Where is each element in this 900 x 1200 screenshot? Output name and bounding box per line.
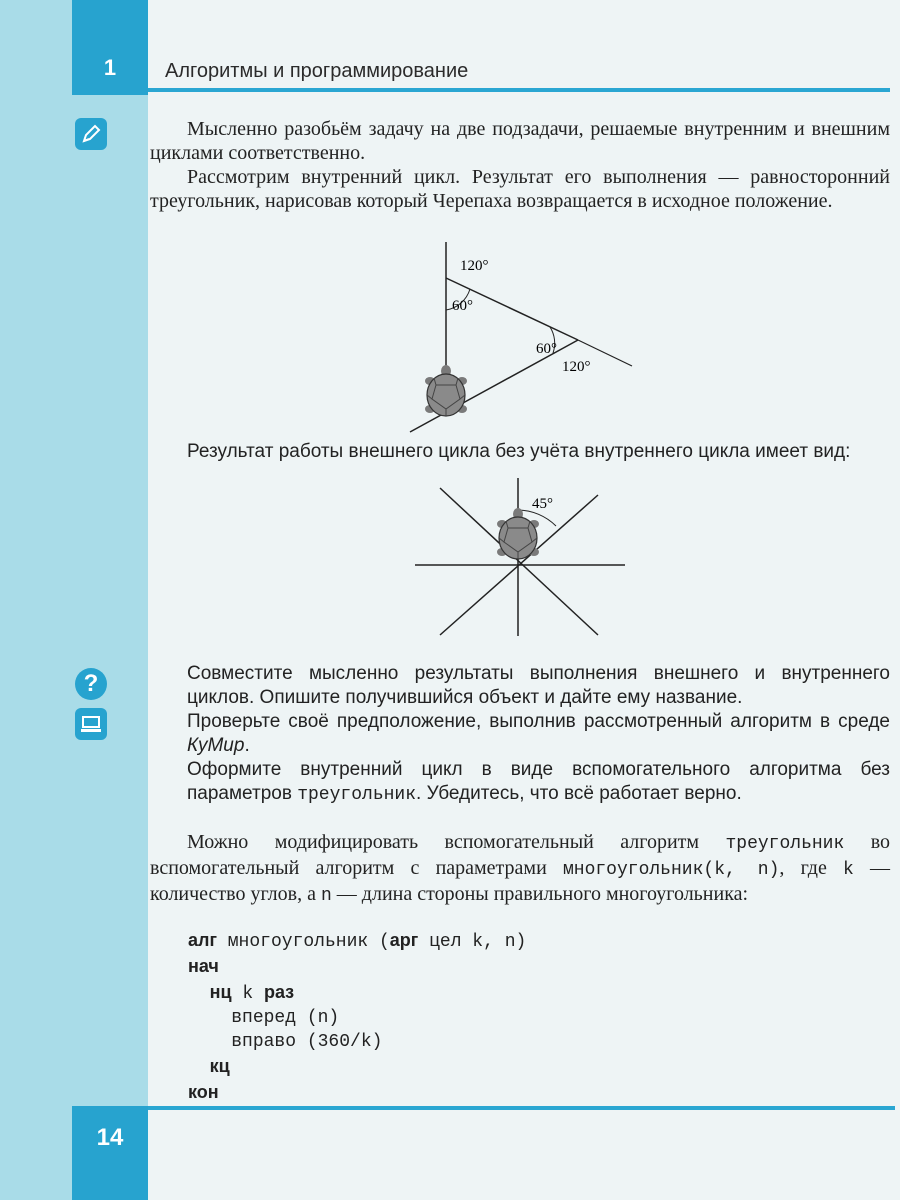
procedure-text: Оформите внутренний цикл в виде вспомогательного алгоритма без параметров — [187, 759, 890, 804]
footer-divider — [148, 1106, 895, 1110]
question-icon: ? — [75, 668, 107, 700]
paragraph-combine: Совместите мысленно результаты выполнения внешнего и внутреннего циклов. Опишите получившийся объект и дайте ему название. — [187, 663, 890, 708]
paragraph-outer-loop: Результат работы внешнего цикла без учёта внутреннего цикла имеет вид: — [187, 441, 851, 462]
code-right: вправо (360/k) — [231, 1032, 383, 1052]
procedure-name-polygon: многоугольник(k, n) — [562, 860, 780, 880]
angle-label-right-outer: 120° — [562, 359, 591, 375]
check-text: Проверьте своё предположение, выполнив рассмотренный алгоритм в среде — [187, 711, 890, 732]
modify-text — [150, 830, 890, 908]
code-text: k — [231, 984, 264, 1004]
chapter-title: Алгоритмы и программирование — [165, 60, 469, 82]
turtle-icon — [497, 508, 539, 559]
code-line-4 — [188, 1006, 526, 1030]
page-number: 14 — [72, 1106, 148, 1200]
check-text-end: . — [244, 735, 250, 756]
angle-label-top-outer: 120° — [460, 258, 489, 274]
modify-text-c: , где — [779, 857, 844, 879]
keyword-alg: алг — [188, 930, 217, 950]
param-n: n — [320, 886, 332, 906]
code-line-7 — [188, 1080, 526, 1106]
modify-text-a: Можно модифицировать вспомогательный алгоритм — [187, 831, 726, 853]
keyword-kon: кон — [188, 1082, 219, 1102]
paragraph-inner-loop: Рассмотрим внутренний цикл. Результат его выполнения — равносторонний треугольник, нарисовав который Черепаха возвращается в исходное положение. — [150, 166, 890, 212]
turtle-icon — [425, 365, 467, 416]
code-text: многоугольник ( — [216, 932, 390, 952]
code-line-2 — [188, 954, 526, 980]
header-divider — [148, 88, 890, 92]
keyword-kc: кц — [209, 1056, 230, 1076]
outer-loop-text — [150, 440, 890, 464]
intro-text — [150, 117, 890, 213]
computer-icon — [75, 708, 107, 740]
code-listing — [188, 928, 526, 1106]
keyword-nc: нц — [209, 982, 232, 1002]
procedure-name: треугольник — [297, 785, 417, 805]
angle-label-45: 45° — [532, 496, 553, 512]
param-k: k — [843, 860, 854, 880]
angle-label-top-inner: 60° — [452, 298, 473, 314]
chapter-number-badge: 1 — [72, 0, 148, 95]
modify-text-e: — длина стороны правильного многоугольника: — [331, 883, 749, 905]
code-line-5 — [188, 1030, 526, 1054]
task-text — [150, 662, 890, 807]
procedure-text-end: . Убедитесь, что всё работает верно. — [416, 783, 742, 804]
code-forward: вперед (n) — [231, 1008, 340, 1028]
triangle-figure — [370, 240, 650, 440]
angle-label-right-inner: 60° — [536, 341, 557, 357]
keyword-raz: раз — [263, 982, 295, 1002]
paragraph-procedure — [150, 758, 890, 807]
paragraph-check — [150, 710, 890, 758]
procedure-name-triangle: треугольник — [725, 834, 845, 854]
star-figure — [410, 478, 630, 638]
paragraph-subtasks: Мысленно разобьём задачу на две подзадачи, решаемые внутренним и внешним циклами соответственно. — [150, 118, 890, 164]
code-line-3 — [188, 980, 526, 1006]
environment-name: КуМир — [187, 735, 245, 756]
code-line-1 — [188, 928, 526, 954]
pencil-icon — [75, 118, 107, 150]
keyword-nach: нач — [188, 956, 219, 976]
keyword-arg: арг — [389, 930, 419, 950]
modify-text-d: — количество углов, а — [150, 857, 891, 905]
paragraph-modify — [150, 830, 890, 908]
modify-text-b: во вспомогательный алгоритм с параметрами — [150, 831, 890, 879]
code-line-6 — [188, 1054, 526, 1080]
code-text: цел k, n) — [418, 932, 527, 952]
left-margin-band — [0, 0, 148, 1200]
